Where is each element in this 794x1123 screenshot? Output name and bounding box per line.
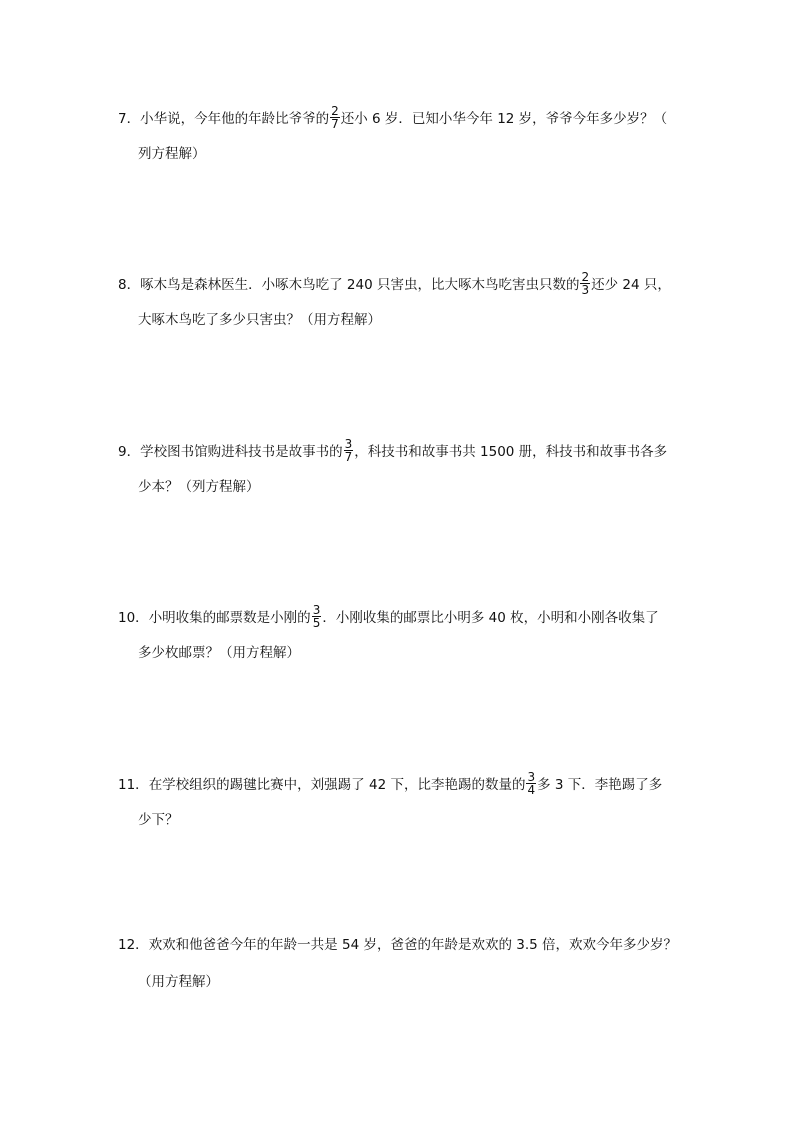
- problem-7: [0, 104, 794, 227]
- problem-text: 还少 24 只，: [591, 277, 671, 293]
- problem-12: [0, 935, 794, 1055]
- problem-7-line-2: 列方程解）: [138, 146, 206, 162]
- problem-number: 10．: [118, 610, 149, 626]
- problem-text: 学校图书馆购进科技书是故事书的: [140, 444, 343, 460]
- fraction-numerator: 3: [344, 437, 353, 451]
- fraction: [330, 106, 340, 130]
- problem-8-line-2: 大啄木鸟吃了多少只害虫？（用方程解）: [138, 312, 381, 328]
- problem-text: 多 3 下．李艳踢了多: [537, 777, 663, 793]
- fraction-denominator: 7: [344, 450, 353, 464]
- problem-11: [0, 770, 794, 893]
- fraction-numerator: 2: [331, 104, 339, 118]
- problem-number: 12．: [118, 937, 149, 953]
- problem-text: 欢欢和他爸爸今年的年龄一共是 54 岁，爸爸的年龄是欢欢的 3.5 倍，欢欢今年多少岁？: [148, 937, 677, 953]
- problem-9-line-2: 少本？（列方程解）: [138, 479, 260, 495]
- fraction-numerator: 3: [527, 770, 536, 784]
- problem-7-line-1: [118, 104, 668, 131]
- fraction-denominator: 3: [581, 283, 590, 297]
- problem-text: 小华说，今年他的年龄比爷爷的: [140, 111, 330, 127]
- problem-8-line-1: [118, 270, 671, 297]
- fraction-denominator: 4: [527, 783, 536, 797]
- problem-9: [0, 437, 794, 560]
- problem-number: 9．: [118, 444, 141, 460]
- problem-10-line-2: 多少枚邮票？（用方程解）: [138, 645, 300, 661]
- problem-12-line-1: [118, 935, 677, 955]
- problem-11-line-2: 少下？: [138, 812, 179, 828]
- problem-text: ．小刚收集的邮票比小明多 40 枚，小明和小刚各收集了: [322, 610, 659, 626]
- problem-10-line-1: [118, 603, 659, 630]
- problem-number: 7．: [118, 111, 141, 127]
- problem-text: 在学校组织的踢毽比赛中，刘强踢了 42 下，比李艳踢的数量的: [148, 777, 526, 793]
- problem-text: 还小 6 岁．已知小华今年 12 岁，爷爷今年多少岁？（: [340, 111, 668, 127]
- problem-12-line-2: （用方程解）: [138, 974, 219, 990]
- fraction: [344, 439, 354, 463]
- fraction-numerator: 2: [581, 270, 590, 284]
- problem-number: 11．: [118, 777, 149, 793]
- problem-text: 啄木鸟是森林医生．小啄木鸟吃了 240 只害虫，比大啄木鸟吃害虫只数的: [140, 277, 580, 293]
- problem-11-line-1: [118, 770, 663, 797]
- problem-8: [0, 270, 794, 393]
- problem-text: ，科技书和故事书共 1500 册，科技书和故事书各多: [354, 444, 668, 460]
- fraction-denominator: 7: [331, 117, 339, 131]
- problem-text: 小明收集的邮票数是小刚的: [148, 610, 311, 626]
- fraction: [526, 772, 536, 796]
- fraction-numerator: 3: [312, 603, 321, 617]
- problem-9-line-1: [118, 437, 668, 464]
- fraction-denominator: 5: [312, 616, 321, 630]
- problem-10: [0, 603, 794, 726]
- fraction: [580, 272, 590, 296]
- problem-number: 8．: [118, 277, 141, 293]
- fraction: [312, 605, 322, 629]
